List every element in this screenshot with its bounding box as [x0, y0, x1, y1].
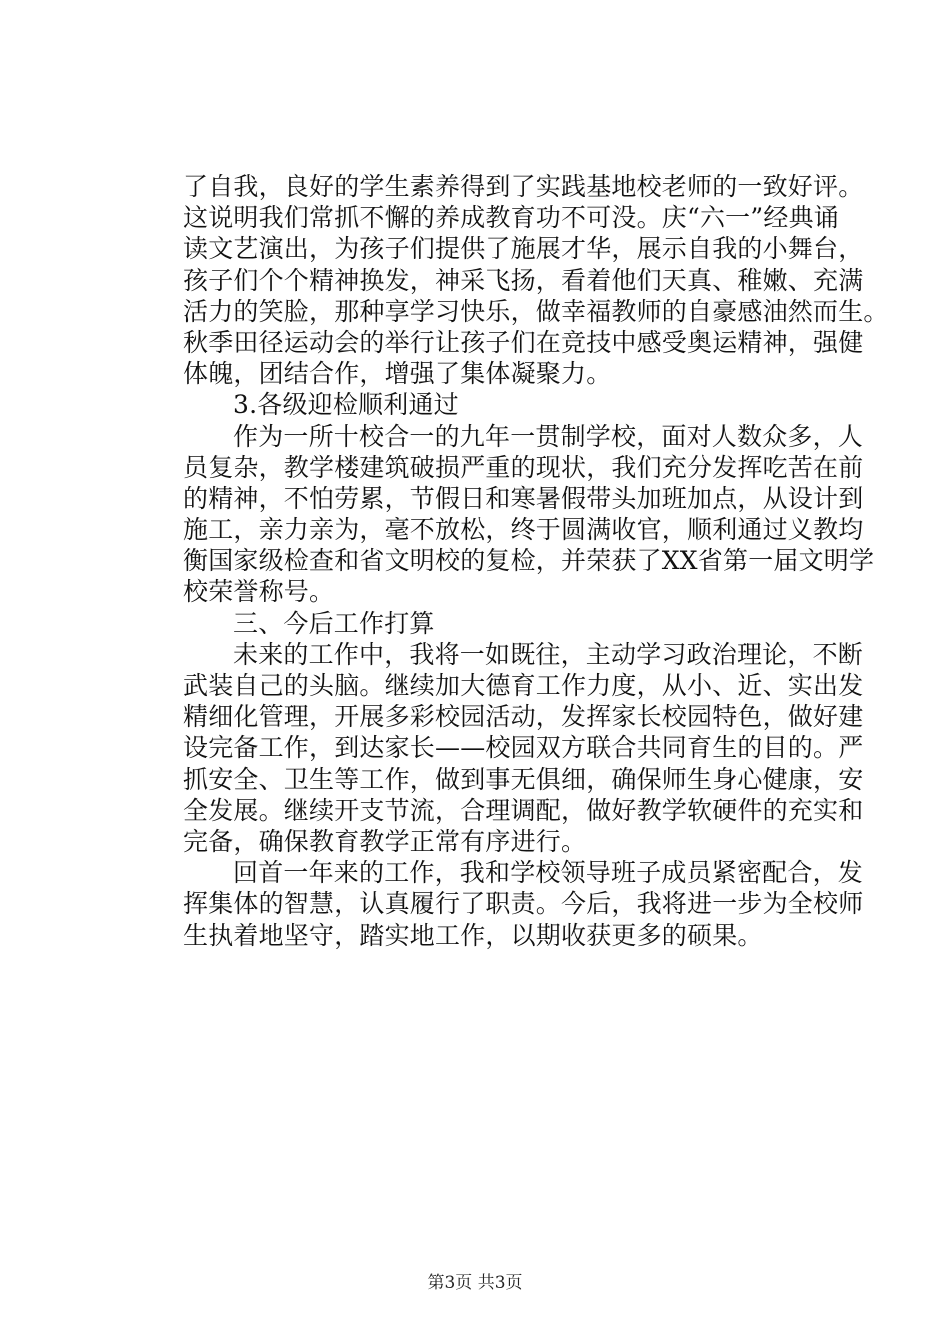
text-line: 孩子们个个精神换发，神采飞扬，看着他们天真、稚嫩、充满: [183, 265, 864, 295]
text-line: 读文艺演出，为孩子们提供了施展才华，展示自我的小舞台，: [183, 234, 864, 264]
text-line: 作为一所十校合一的九年一贯制学校，面对人数众多，人: [233, 421, 864, 451]
text-line: 施工，亲力亲为，毫不放松，终于圆满收官，顺利通过义教均: [183, 515, 864, 545]
text-line: 校荣誉称号。: [183, 577, 335, 607]
text-line: 抓安全、卫生等工作，做到事无俱细，确保师生身心健康，安: [183, 764, 864, 794]
text-line: 精细化管理，开展多彩校园活动，发挥家长校园特色，做好建: [183, 702, 864, 732]
text-line: 的精神，不怕劳累，节假日和寒暑假带头加班加点，从设计到: [183, 483, 864, 513]
text-line: 设完备工作，到达家长——校园双方联合共同育生的目的。严: [183, 733, 864, 763]
text-line: 完备，确保教育教学正常有序进行。: [183, 826, 587, 856]
text-line: 武装自己的头脑。继续加大德育工作力度，从小、近、实出发: [183, 671, 864, 700]
text-line: 挥集体的智慧，认真履行了职责。今后，我将进一步为全校师: [183, 889, 864, 919]
text-line: 未来的工作中，我将一如既往，主动学习政治理论，不断: [233, 639, 864, 669]
text-line: 3.各级迎检顺利通过: [233, 390, 459, 420]
text-line: 衡国家级检查和省文明校的复检，并荣获了XX省第一届文明学: [183, 546, 875, 576]
text-line: 这说明我们常抓不懈的养成教育功不可没。庆“六一”经典诵: [183, 203, 839, 233]
document-body: [183, 171, 889, 951]
page-footer: 第3页 共3页: [427, 1273, 523, 1293]
text-line: 生执着地坚守，踏实地工作，以期收获更多的硕果。: [183, 920, 763, 950]
text-line: 秋季田径运动会的举行让孩子们在竞技中感受奥运精神，强健: [183, 327, 864, 357]
text-line: 回首一年来的工作，我和学校领导班子成员紧密配合，发: [233, 858, 864, 888]
text-line: 全发展。继续开支节流，合理调配，做好教学软硬件的充实和: [183, 795, 864, 825]
text-line: 三、今后工作打算: [233, 608, 435, 638]
text-line: 了自我，良好的学生素养得到了实践基地校老师的一致好评。: [183, 172, 864, 201]
text-line: 活力的笑脸，那种享学习快乐，做幸福教师的自豪感油然而生。: [183, 296, 889, 326]
text-line: 员复杂，教学楼建筑破损严重的现状，我们充分发挥吃苦在前: [183, 452, 864, 482]
text-line: 体魄，团结合作，增强了集体凝聚力。: [183, 359, 612, 389]
